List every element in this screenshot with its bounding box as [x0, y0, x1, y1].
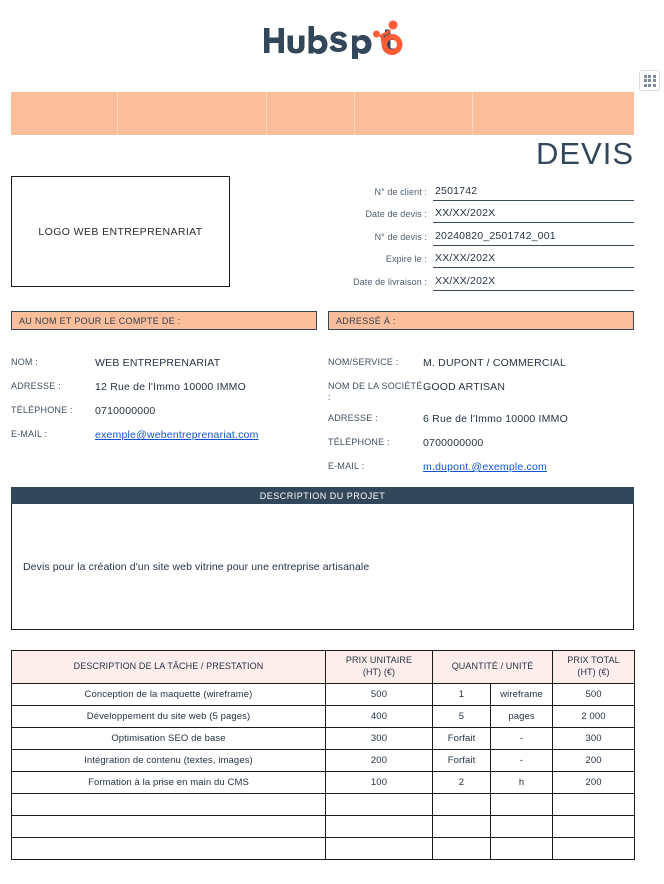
- meta-label: Expire le :: [385, 254, 427, 264]
- field-label: ADRESSE :: [328, 412, 378, 423]
- hubspot-logo: [261, 19, 404, 59]
- items-table: [11, 650, 635, 860]
- header-unit-price-line1: PRIX UNITAIRE: [345, 655, 413, 666]
- table-row[interactable]: [12, 772, 635, 794]
- table-row[interactable]: [12, 728, 635, 750]
- row-total[interactable]: [553, 816, 635, 838]
- sender-name-value: WEB ENTREPRENARIAT: [95, 357, 221, 369]
- brand-header: [0, 0, 664, 78]
- quote-meta-fields: [352, 178, 634, 291]
- row-description[interactable]: [12, 794, 326, 816]
- meta-label: N° de devis :: [374, 231, 427, 242]
- items-table-header-row: [12, 651, 635, 684]
- row-unit-price[interactable]: [326, 838, 433, 860]
- row-unit[interactable]: h: [491, 772, 553, 794]
- table-row[interactable]: [12, 684, 635, 706]
- recipient-panel-header: ADRESSÉ À :: [328, 311, 634, 330]
- expiry-date-value[interactable]: XX/XX/202X: [433, 252, 634, 268]
- recipient-email-link[interactable]: m.dupont.@exemple.com: [423, 460, 547, 473]
- sender-phone-row: [11, 405, 317, 418]
- recipient-email-row: [328, 461, 634, 474]
- row-unit[interactable]: pages: [491, 706, 553, 728]
- row-unit[interactable]: [491, 816, 553, 838]
- field-label: E-MAIL :: [11, 429, 48, 440]
- row-total[interactable]: 500: [553, 684, 635, 706]
- row-description[interactable]: Formation à la prise en main du CMS: [12, 772, 326, 794]
- client-number-value[interactable]: 2501742: [433, 185, 634, 201]
- meta-row: [352, 223, 634, 246]
- field-label: NOM :: [11, 357, 38, 367]
- quote-date-value[interactable]: XX/XX/202X: [433, 207, 634, 223]
- meta-row: [352, 178, 634, 201]
- header-description: DESCRIPTION DE LA TÂCHE / PRESTATION: [12, 651, 326, 684]
- row-total[interactable]: 200: [553, 750, 635, 772]
- row-description[interactable]: [12, 838, 326, 860]
- row-unit-price[interactable]: [326, 816, 433, 838]
- row-unit[interactable]: -: [491, 750, 553, 772]
- row-quantity[interactable]: 2: [433, 772, 491, 794]
- sender-address-row: [11, 381, 317, 394]
- row-quantity[interactable]: [433, 816, 491, 838]
- row-total[interactable]: 2 000: [553, 706, 635, 728]
- project-description-header: DESCRIPTION DU PROJET: [11, 487, 634, 504]
- page-title: DEVIS: [535, 136, 634, 171]
- row-total[interactable]: 200: [553, 772, 635, 794]
- header-quantity-unit: QUANTITÉ / UNITÉ: [433, 651, 553, 684]
- recipient-address-value: 6 Rue de l'Immo 10000 IMMO: [423, 412, 568, 425]
- recipient-phone-row: [328, 437, 634, 450]
- address-panels: [11, 311, 634, 485]
- row-unit-price[interactable]: 300: [326, 728, 433, 750]
- quote-number-value[interactable]: 20240820_2501742_001: [433, 230, 634, 246]
- meta-label: N° de client :: [374, 186, 427, 197]
- delivery-date-value[interactable]: XX/XX/202X: [433, 275, 634, 291]
- meta-label: Date de livraison :: [353, 276, 427, 287]
- header-total-line1: PRIX TOTAL: [567, 655, 620, 666]
- orange-banner: [11, 92, 634, 135]
- recipient-panel: [328, 311, 634, 485]
- apps-grid-button[interactable]: [639, 70, 660, 91]
- row-unit-price[interactable]: 100: [326, 772, 433, 794]
- field-label: NOM/SERVICE :: [328, 357, 399, 367]
- header-unit-price-line2: (HT) (€): [362, 667, 396, 677]
- header-total: [553, 651, 635, 684]
- header-total-line2: (HT) (€): [577, 667, 610, 677]
- sender-email-link[interactable]: exemple@webentreprenariat.com: [95, 429, 259, 442]
- table-row[interactable]: [12, 706, 635, 728]
- recipient-contact-row: [328, 357, 634, 370]
- meta-label: Date de devis :: [365, 209, 427, 219]
- row-description[interactable]: Développement du site web (5 pages): [12, 706, 326, 728]
- field-label: TÉLÉPHONE :: [11, 405, 73, 416]
- field-label: TÉLÉPHONE :: [328, 436, 390, 447]
- apps-grid-icon: [644, 75, 656, 87]
- row-total[interactable]: 300: [553, 728, 635, 750]
- field-label: E-MAIL :: [328, 460, 365, 471]
- row-unit-price[interactable]: 500: [326, 684, 433, 706]
- row-unit[interactable]: wireframe: [491, 684, 553, 706]
- table-row[interactable]: [12, 750, 635, 772]
- table-row[interactable]: [12, 838, 635, 860]
- row-unit-price[interactable]: 200: [326, 750, 433, 772]
- row-description[interactable]: Optimisation SEO de base: [12, 728, 326, 750]
- sender-name-row: [11, 357, 317, 370]
- sender-phone-value: 0710000000: [95, 405, 156, 418]
- row-unit-price[interactable]: 400: [326, 706, 433, 728]
- recipient-phone-value: 0700000000: [423, 436, 484, 449]
- sender-email-row: [11, 429, 317, 442]
- table-row[interactable]: [12, 816, 635, 838]
- meta-row: [352, 246, 634, 269]
- row-quantity[interactable]: Forfait: [433, 728, 491, 750]
- recipient-company-row: [328, 381, 634, 404]
- row-description[interactable]: Conception de la maquette (wireframe): [12, 684, 326, 706]
- meta-row: [352, 201, 634, 224]
- sender-panel: [11, 311, 317, 485]
- sender-panel-header: AU NOM ET POUR LE COMPTE DE :: [11, 311, 317, 330]
- row-total[interactable]: [553, 794, 635, 816]
- row-quantity[interactable]: [433, 838, 491, 860]
- recipient-contact-value: M. DUPONT / COMMERCIAL: [423, 357, 567, 369]
- sender-address-value: 12 Rue de l'Immo 10000 IMMO: [95, 381, 246, 394]
- row-unit[interactable]: [491, 838, 553, 860]
- project-description-body[interactable]: Devis pour la création d'un site web vitrine pour une entreprise artisanale: [11, 504, 634, 630]
- row-unit[interactable]: -: [491, 728, 553, 750]
- header-unit-price: [326, 651, 433, 684]
- row-description[interactable]: Intégration de contenu (textes, images): [12, 750, 326, 772]
- row-quantity[interactable]: 5: [433, 706, 491, 728]
- recipient-address-row: [328, 413, 634, 426]
- company-logo-placeholder: LOGO WEB ENTREPRENARIAT: [11, 176, 230, 287]
- row-quantity[interactable]: 1: [433, 684, 491, 706]
- row-total[interactable]: [553, 838, 635, 860]
- row-unit[interactable]: [491, 794, 553, 816]
- field-label: ADRESSE :: [11, 381, 61, 392]
- row-unit-price[interactable]: [326, 794, 433, 816]
- row-quantity[interactable]: [433, 794, 491, 816]
- table-row[interactable]: [12, 794, 635, 816]
- recipient-company-value: GOOD ARTISAN: [423, 381, 506, 394]
- field-label: NOM DE LA SOCIÉTÉ :: [328, 381, 423, 403]
- meta-row: [352, 268, 634, 291]
- row-description[interactable]: [12, 816, 326, 838]
- row-quantity[interactable]: Forfait: [433, 750, 491, 772]
